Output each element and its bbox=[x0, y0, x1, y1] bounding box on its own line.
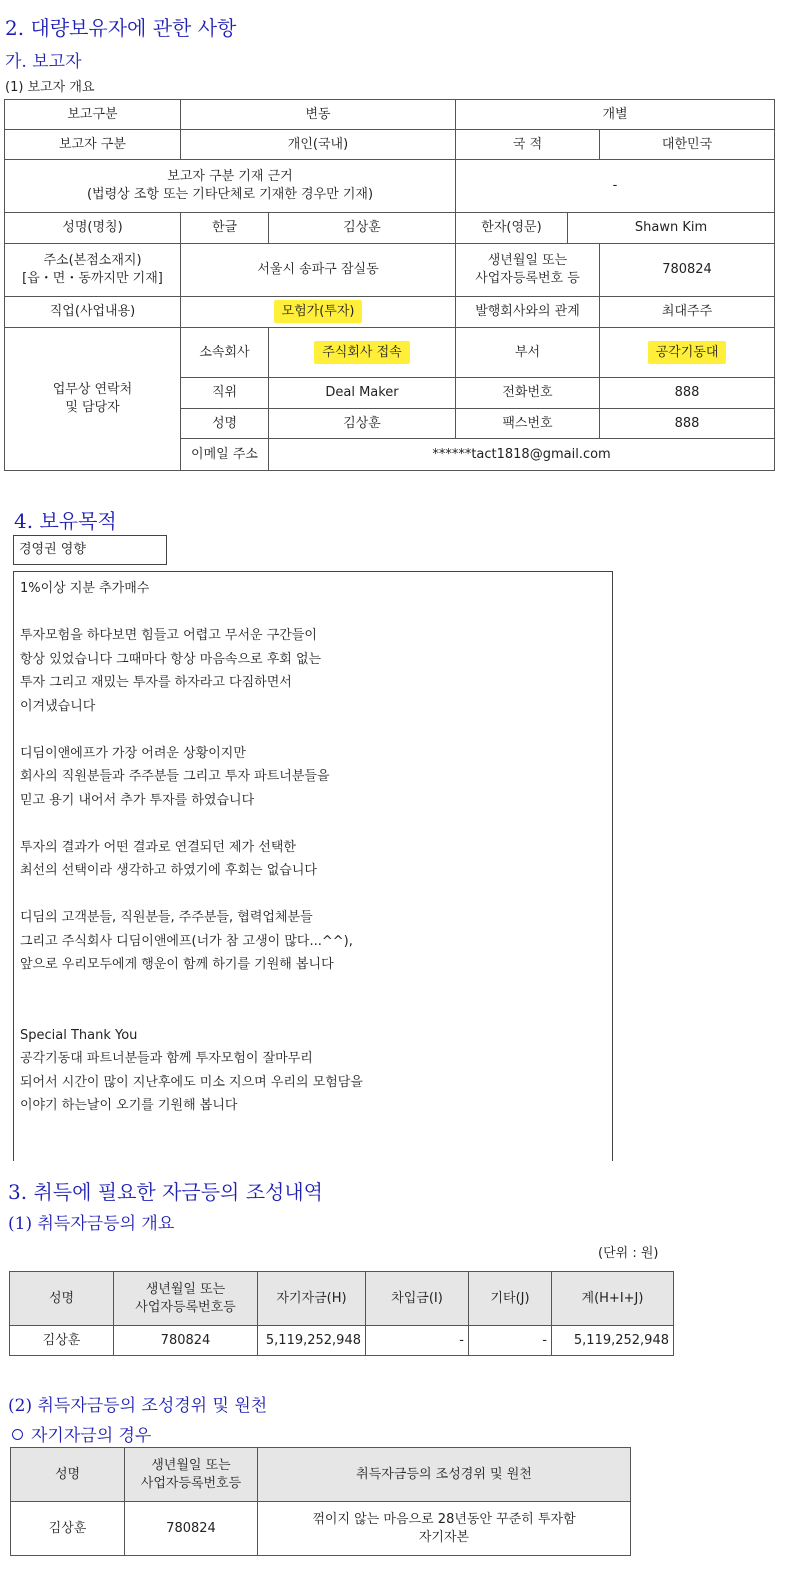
purpose-line: 투자의 결과가 어떤 결과로 연결되던 제가 선택한 bbox=[20, 839, 296, 855]
circle-bullet-icon bbox=[12, 1429, 23, 1440]
report-type-value: 변동 bbox=[181, 100, 456, 130]
korean-value: 김상훈 bbox=[269, 213, 456, 244]
birth-label-line1: 생년월일 또는 bbox=[487, 253, 568, 268]
purpose-lines bbox=[20, 577, 612, 1118]
nationality-value: 대한민국 bbox=[600, 130, 775, 160]
source-birth: 780824 bbox=[125, 1502, 258, 1556]
funds-own: 5,119,252,948 bbox=[258, 1326, 366, 1356]
relation-label: 발행회사와의 관계 bbox=[456, 297, 600, 328]
purpose-line: 최선의 선택이라 생각하고 하였기에 후회는 없습니다 bbox=[20, 863, 317, 878]
dept-label: 부서 bbox=[456, 328, 600, 378]
birth-label-line2: 사업자등록번호 등 bbox=[475, 271, 580, 286]
section-3-title: 3. 취득에 필요한 자금등의 조성내역 bbox=[8, 1180, 323, 1204]
funds-header-birth bbox=[114, 1272, 258, 1326]
company-value: 주식회사 접속 bbox=[314, 341, 409, 364]
purpose-line: 믿고 용기 내어서 추가 투자를 하였습니다 bbox=[20, 792, 255, 808]
purpose-line: 투자 그리고 재밌는 투자를 하자라고 다짐하면서 bbox=[20, 675, 292, 690]
position-value: Deal Maker bbox=[269, 378, 456, 409]
purpose-line bbox=[20, 977, 612, 1001]
own-funds-subtitle-text: 자기자금의 경우 bbox=[31, 1426, 152, 1446]
reporter-table bbox=[4, 99, 775, 471]
purpose-line bbox=[20, 883, 612, 907]
funds-header-loan: 차입금(I) bbox=[366, 1272, 469, 1326]
source-origin bbox=[258, 1502, 631, 1556]
hanja-value: Shawn Kim bbox=[568, 213, 775, 244]
funds-birth: 780824 bbox=[114, 1326, 258, 1356]
company-value-cell bbox=[269, 328, 456, 378]
address-label-line2: [읍・면・동까지만 기재] bbox=[22, 271, 163, 286]
purpose-line: 회사의 직원분들과 주주분들 그리고 투자 파트너분들을 bbox=[20, 769, 330, 784]
korean-label: 한글 bbox=[181, 213, 269, 244]
contact-label-line2: 및 담당자 bbox=[65, 400, 120, 415]
purpose-line: 그리고 주식회사 디딤이앤에프(너가 참 고생이 많다...^^), bbox=[20, 933, 353, 949]
source-header-name: 성명 bbox=[11, 1448, 125, 1502]
purpose-line: 투자모험을 하다보면 힘들고 어렵고 무서운 구간들이 bbox=[20, 628, 317, 643]
funds-header-name: 성명 bbox=[10, 1272, 114, 1326]
purpose-line: 디딤이앤에프가 가장 어려운 상황이지만 bbox=[20, 745, 246, 761]
purpose-line bbox=[20, 601, 612, 625]
funds-header-total: 계(H+I+J) bbox=[552, 1272, 674, 1326]
person-label: 성명 bbox=[181, 409, 269, 439]
reporter-class-label: 보고자 구분 bbox=[5, 130, 181, 160]
job-value: 모험가(투자) bbox=[274, 300, 363, 323]
section-4-title: 4. 보유목적 bbox=[14, 509, 117, 533]
basis-label bbox=[5, 160, 456, 213]
basis-label-line2: (법령상 조항 또는 기타단체로 기재한 경우만 기재) bbox=[86, 187, 374, 202]
email-label: 이메일 주소 bbox=[181, 439, 269, 471]
source-header-origin: 취득자금등의 조성경위 및 원천 bbox=[258, 1448, 631, 1502]
funds-table bbox=[9, 1271, 674, 1356]
address-value: 서울시 송파구 잠실동 bbox=[181, 244, 456, 297]
funds-loan: - bbox=[366, 1326, 469, 1356]
own-funds-subtitle bbox=[12, 1421, 151, 1446]
source-origin-line1: 꺾이지 않는 마음으로 28년동안 꾸준히 투자함 bbox=[312, 1511, 576, 1527]
dept-value-cell bbox=[600, 328, 775, 378]
job-value-cell bbox=[181, 297, 456, 328]
purpose-line: 1%이상 지분 추가매수 bbox=[20, 581, 150, 596]
reporter-overview-title: (1) 보고자 개요 bbox=[5, 80, 95, 95]
contact-label bbox=[5, 328, 181, 471]
address-label-line1: 주소(본점소재지) bbox=[43, 253, 142, 268]
fax-label: 팩스번호 bbox=[456, 409, 600, 439]
person-value: 김상훈 bbox=[269, 409, 456, 439]
nationality-label: 국 적 bbox=[456, 130, 600, 160]
basis-label-line1: 보고자 구분 기재 근거 bbox=[167, 169, 293, 184]
funds-header-other: 기타(J) bbox=[469, 1272, 552, 1326]
source-table bbox=[10, 1447, 631, 1556]
company-label: 소속회사 bbox=[181, 328, 269, 378]
funds-header-birth-line1: 생년월일 또는 bbox=[145, 1281, 226, 1297]
purpose-detail-box bbox=[13, 571, 613, 1161]
job-label: 직업(사업내용) bbox=[5, 297, 181, 328]
purpose-line: 되어서 시간이 많이 지난후에도 미소 지으며 우리의 모험담을 bbox=[20, 1074, 363, 1090]
birth-value: 780824 bbox=[600, 244, 775, 297]
fax-value: 888 bbox=[600, 409, 775, 439]
source-header-birth bbox=[125, 1448, 258, 1502]
birth-label bbox=[456, 244, 600, 297]
section-2a-title: 가. 보고자 bbox=[5, 52, 82, 72]
source-header-birth-line2: 사업자등록번호등 bbox=[140, 1475, 242, 1491]
funds-source-title: (2) 취득자금등의 조성경위 및 원천 bbox=[8, 1396, 268, 1416]
funds-name: 김상훈 bbox=[10, 1326, 114, 1356]
purpose-box: 경영권 영향 bbox=[13, 535, 167, 565]
purpose-line: Special Thank You bbox=[20, 1027, 138, 1043]
report-type-extra: 개별 bbox=[456, 100, 775, 130]
funds-other: - bbox=[469, 1326, 552, 1356]
funds-total: 5,119,252,948 bbox=[552, 1326, 674, 1356]
source-header-birth-line1: 생년월일 또는 bbox=[151, 1457, 231, 1473]
address-label bbox=[5, 244, 181, 297]
phone-label: 전화번호 bbox=[456, 378, 600, 409]
purpose-line: 앞으로 우리모두에게 행운이 함께 하기를 기원해 봅니다 bbox=[20, 957, 334, 972]
funds-header-own: 자기자금(H) bbox=[258, 1272, 366, 1326]
phone-value: 888 bbox=[600, 378, 775, 409]
purpose-line: 항상 있었습니다 그때마다 항상 마음속으로 후회 없는 bbox=[20, 651, 322, 667]
hanja-label: 한자(영문) bbox=[456, 213, 568, 244]
email-value: ******tact1818@gmail.com bbox=[269, 439, 775, 471]
source-name: 김상훈 bbox=[11, 1502, 125, 1556]
purpose-line bbox=[20, 812, 612, 836]
report-type-label: 보고구분 bbox=[5, 100, 181, 130]
purpose-line bbox=[20, 1000, 612, 1024]
relation-value: 최대주주 bbox=[600, 297, 775, 328]
dept-value: 공각기동대 bbox=[648, 341, 727, 364]
purpose-line: 이겨냈습니다 bbox=[20, 698, 96, 714]
purpose-line: 디딤의 고객분들, 직원분들, 주주분들, 협력업체분들 bbox=[20, 910, 313, 925]
contact-label-line1: 업무상 연락처 bbox=[52, 382, 133, 397]
position-label: 직위 bbox=[181, 378, 269, 409]
basis-value: - bbox=[456, 160, 775, 213]
name-label: 성명(명칭) bbox=[5, 213, 181, 244]
unit-label: (단위 : 원) bbox=[598, 1246, 659, 1261]
source-origin-line2: 자기자본 bbox=[418, 1529, 470, 1545]
purpose-line: 공각기동대 파트너분들과 함께 투자모험이 잘마무리 bbox=[20, 1051, 313, 1066]
purpose-line bbox=[20, 718, 612, 742]
funds-header-birth-line2: 사업자등록번호등 bbox=[135, 1299, 236, 1315]
purpose-line: 이야기 하는날이 오기를 기원해 봅니다 bbox=[20, 1098, 238, 1113]
section-2-title: 2. 대량보유자에 관한 사항 bbox=[5, 16, 237, 40]
reporter-class-value: 개인(국내) bbox=[181, 130, 456, 160]
funds-overview-title: (1) 취득자금등의 개요 bbox=[8, 1214, 175, 1234]
